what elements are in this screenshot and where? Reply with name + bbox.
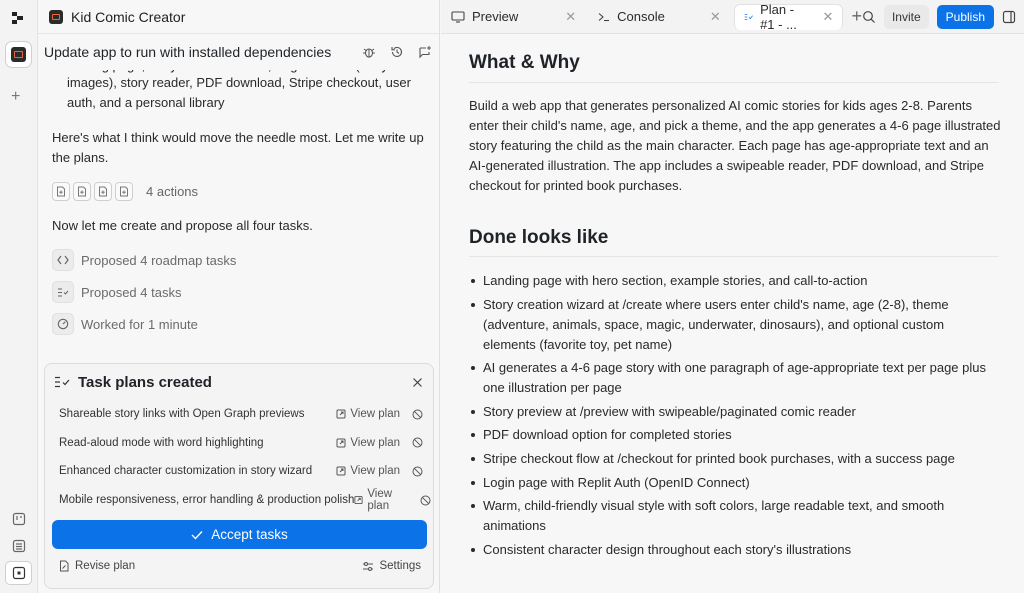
list-item: AI generates a 4-6 page story with one paragraph of age-appropriate text per page plus one illustration per page (469, 358, 999, 398)
close-tab-icon[interactable]: ✕ (822, 9, 834, 24)
dismiss-task-icon[interactable] (412, 466, 423, 477)
list-item: Stripe checkout flow at /checkout for printed book purchases, with a success page (469, 449, 999, 469)
task-name: Shareable story links with Open Graph previews (59, 408, 305, 421)
checklist-icon (54, 375, 70, 389)
what-why-heading: What & Why (469, 52, 580, 73)
task-name: Read-aloud mode with word highlighting (59, 436, 264, 449)
status-tasks[interactable] (52, 281, 432, 303)
task-row (45, 400, 433, 429)
dismiss-task-icon[interactable] (420, 495, 431, 506)
view-plan-button[interactable] (354, 488, 412, 512)
list-view-icon[interactable] (5, 534, 32, 558)
message-paragraph: Now let me create and propose all four tasks. (52, 218, 313, 233)
divider (469, 82, 999, 83)
terminal-icon (598, 12, 610, 22)
status-roadmap[interactable] (52, 249, 432, 271)
agent-panel-icon[interactable] (5, 561, 32, 585)
what-why-body: Build a web app that generates personalized AI comic stories for kids ages 2-8. Parents enter their child's name, age, and pick a theme, and the app generates a 4-6 page illustrated story featuring the child as the main character. Each page has age-appropriate text and an AI-generated illustration. The app includes a swipeable reader, PDF download, and Stripe checkout for printed book purchases. (469, 98, 1001, 193)
view-plan-button[interactable] (336, 408, 400, 420)
actions-count: 4 actions (146, 184, 199, 199)
checklist-icon (52, 281, 74, 303)
new-project-icon[interactable]: + (11, 88, 21, 105)
sliders-icon (362, 561, 374, 572)
close-tab-icon[interactable]: ✕ (565, 8, 577, 24)
status-label: Worked for 1 minute (81, 316, 198, 332)
check-icon (191, 530, 203, 540)
tab-preview[interactable] (441, 0, 585, 34)
task-row (45, 457, 433, 486)
close-tab-icon[interactable]: ✕ (709, 8, 721, 24)
file-plus-icon[interactable] (73, 182, 91, 201)
chat-messages (52, 70, 432, 335)
dismiss-task-icon[interactable] (412, 409, 423, 420)
thread-bar (38, 34, 440, 70)
thread-title[interactable]: Update app to run with installed dependencies (44, 44, 332, 60)
gauge-icon (52, 313, 74, 335)
dismiss-task-icon[interactable] (412, 437, 423, 448)
file-plus-icon[interactable] (94, 182, 112, 201)
agent-chat-panel (38, 0, 440, 593)
list-item: Story creation wizard at /create where users enter child's name, age (2-8), theme (adventure, animals, space, magic, underwater, dinosaurs), and optional custom elements (favorite toy, pet name) (469, 295, 999, 355)
status-worked (52, 313, 432, 335)
workspace-tabs (441, 0, 1024, 34)
app-icon (49, 10, 63, 24)
sidebar-toggle-icon[interactable] (1002, 10, 1016, 24)
list-item: PDF download option for completed stories (469, 425, 999, 445)
task-plans-card (44, 363, 434, 589)
task-row (45, 429, 433, 458)
plan-document (441, 34, 1024, 593)
accept-tasks-button[interactable] (52, 520, 427, 549)
file-plus-icon[interactable] (52, 182, 70, 201)
monitor-icon (451, 11, 465, 23)
revise-label: Revise plan (75, 560, 136, 572)
task-name: Mobile responsiveness, error handling & production polish (59, 494, 355, 507)
divider (469, 256, 999, 257)
status-label: Proposed 4 roadmap tasks (81, 252, 237, 268)
new-tab-icon[interactable]: + (851, 6, 862, 26)
tab-plan[interactable] (734, 4, 844, 30)
search-icon[interactable] (862, 10, 876, 24)
history-icon[interactable] (390, 45, 404, 59)
list-item: Warm, child-friendly visual style with soft colors, large readable text, and smooth animations (469, 496, 999, 536)
task-row (45, 486, 433, 515)
status-label: Proposed 4 tasks (81, 284, 182, 300)
task-name: Enhanced character customization in story wizard (59, 465, 313, 478)
tab-label: Preview (472, 9, 519, 24)
publish-button[interactable]: Publish (937, 5, 994, 29)
left-rail (0, 0, 38, 593)
app-header (38, 0, 439, 34)
bullet-continuation: images), story reader, PDF download, Stripe checkout, user auth, and a personal library (67, 75, 411, 110)
new-chat-icon[interactable] (418, 45, 432, 59)
card-title: Task plans created (78, 373, 212, 391)
list-item: Story preview at /preview with swipeable/paginated comic reader (469, 402, 999, 422)
view-plan-label: View plan (367, 488, 393, 513)
code-icon (52, 249, 74, 271)
message-paragraph: Here's what I think would move the needle most. Let me write up the plans. (52, 130, 424, 165)
view-plan-label: View plan (350, 465, 400, 478)
panel-layout-icon[interactable] (5, 507, 32, 531)
accept-label: Accept tasks (211, 527, 288, 542)
checklist-icon (744, 11, 753, 23)
actions-group[interactable] (52, 182, 432, 201)
project-avatar[interactable] (5, 41, 32, 68)
view-plan-label: View plan (350, 408, 400, 421)
settings-label: Settings (379, 560, 421, 572)
bug-icon[interactable] (362, 45, 376, 59)
edit-doc-icon (59, 560, 70, 572)
tab-console[interactable] (589, 0, 730, 34)
list-item: Login page with Replit Auth (OpenID Connect) (469, 473, 999, 493)
done-heading: Done looks like (469, 227, 609, 248)
list-item: Consistent character design throughout each story's illustrations (469, 540, 999, 560)
view-plan-button[interactable] (336, 465, 400, 477)
revise-plan-button[interactable] (59, 560, 362, 572)
close-icon[interactable] (412, 377, 423, 388)
file-plus-icon[interactable] (115, 182, 133, 201)
app-title: Kid Comic Creator (71, 8, 186, 25)
list-item: Landing page with hero section, example stories, and call-to-action (469, 271, 999, 291)
invite-button[interactable]: Invite (884, 5, 929, 29)
settings-button[interactable] (362, 560, 421, 572)
view-plan-button[interactable] (336, 437, 400, 449)
tab-label: Plan - #1 - ... (760, 2, 797, 32)
view-plan-label: View plan (350, 436, 400, 449)
replit-logo-icon[interactable] (10, 10, 26, 26)
done-list (469, 271, 999, 563)
tab-label: Console (617, 9, 665, 24)
